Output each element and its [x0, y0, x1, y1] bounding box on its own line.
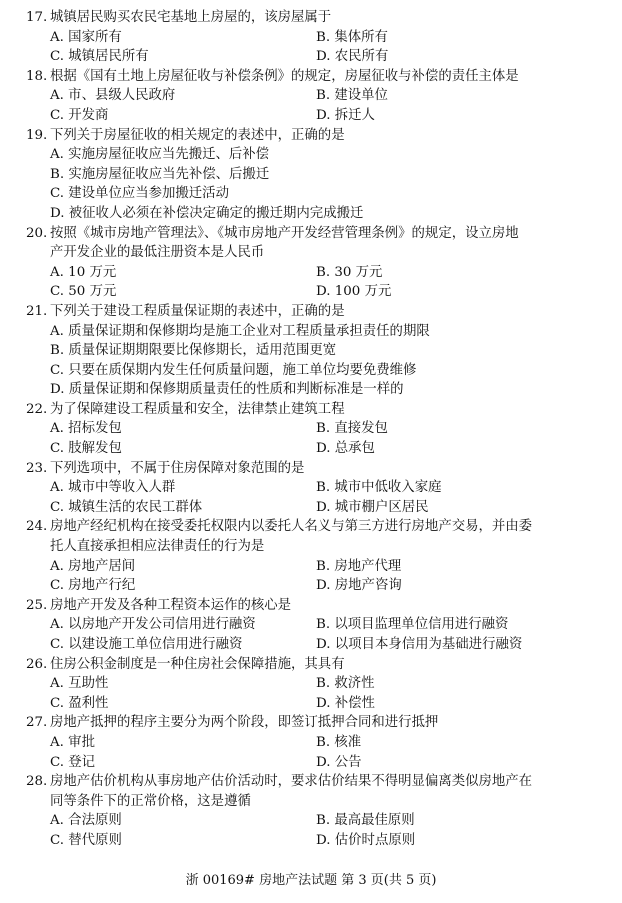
answer-option: D. 城市棚户区居民 — [316, 499, 429, 515]
question-text: 下列选项中，不属于住房保障对象范围的是 — [50, 460, 305, 476]
question-block — [26, 400, 594, 459]
option-row — [50, 615, 594, 635]
option-row — [50, 674, 594, 694]
option-row — [50, 419, 594, 439]
question-number: 19. — [26, 127, 48, 143]
option-list — [26, 811, 594, 850]
question-block — [26, 655, 594, 714]
question-text-continued: 同等条件下的正常价格，这是遵循 — [50, 793, 251, 809]
answer-option: A. 市、县级人民政府 — [50, 88, 176, 104]
answer-option: A. 10 万元 — [50, 264, 117, 280]
question-number: 28. — [26, 774, 48, 790]
answer-option: D. 拆迁人 — [316, 107, 375, 123]
question-text: 按照《城市房地产管理法》、《城市房地产开发经营管理条例》的规定，设立房地 — [50, 225, 519, 241]
question-number: 27. — [26, 715, 48, 731]
answer-option: D. 房地产咨询 — [316, 578, 402, 594]
answer-option: C. 城镇生活的农民工群体 — [50, 499, 203, 515]
answer-option: B. 直接发包 — [316, 421, 388, 437]
question-block — [26, 596, 594, 655]
question-number: 18. — [26, 68, 48, 84]
answer-option: D. 被征收人必须在补偿决定确定的搬迁期内完成搬迁 — [50, 205, 364, 221]
question-number: 25. — [26, 597, 48, 613]
answer-option: D. 总承包 — [316, 441, 375, 457]
question-number: 20. — [26, 225, 48, 241]
answer-option: A. 质量保证期和保修期均是施工企业对工程质量承担责任的期限 — [50, 323, 430, 339]
question-number: 26. — [26, 656, 48, 672]
answer-option: D. 补偿性 — [316, 695, 375, 711]
question-block — [26, 459, 594, 518]
option-list — [26, 733, 594, 772]
question-stem — [26, 126, 594, 146]
answer-option: B. 质量保证期期限要比保修期长，适用范围更宽 — [50, 343, 337, 359]
question-block — [26, 302, 594, 400]
question-number: 17. — [26, 10, 48, 25]
question-text: 下列关于建设工程质量保证期的表述中，正确的是 — [50, 303, 345, 319]
answer-option: A. 审批 — [50, 734, 95, 750]
answer-option: A. 房地产居间 — [50, 558, 136, 574]
question-block — [26, 67, 594, 126]
question-block — [26, 517, 594, 595]
answer-option: B. 城市中低收入家庭 — [316, 480, 442, 496]
question-text: 根据《国有土地上房屋征收与补偿条例》的规定，房屋征收与补偿的责任主体是 — [50, 68, 519, 84]
answer-option: D. 质量保证期和保修期质量责任的性质和判断标准是一样的 — [50, 382, 404, 398]
answer-option: C. 50 万元 — [50, 284, 117, 300]
option-row — [50, 86, 594, 106]
answer-option: B. 集体所有 — [316, 29, 388, 45]
page-footer: 浙 00169# 房地产法试题 第 3 页(共 5 页) — [185, 873, 437, 888]
answer-option: C. 肢解发包 — [50, 441, 122, 457]
question-stem — [26, 596, 594, 616]
option-row — [50, 635, 594, 655]
question-stem — [26, 713, 594, 733]
option-list — [26, 557, 594, 596]
answer-option: D. 估价时点原则 — [316, 832, 416, 848]
answer-option: A. 实施房屋征收应当先搬迁、后补偿 — [50, 147, 270, 163]
answer-option: A. 城市中等收入人群 — [50, 480, 176, 496]
answer-option: C. 开发商 — [50, 107, 109, 123]
option-row — [50, 694, 594, 714]
question-stem — [26, 8, 594, 28]
answer-option: A. 互助性 — [50, 676, 109, 692]
answer-option: C. 替代原则 — [50, 832, 122, 848]
question-text: 为了保障建设工程质量和安全，法律禁止建筑工程 — [50, 401, 345, 417]
question-block — [26, 224, 594, 302]
question-block — [26, 713, 594, 772]
option-row — [50, 811, 594, 831]
answer-option: A. 以房地产开发公司信用进行融资 — [50, 617, 256, 633]
answer-option: B. 实施房屋征收应当先补偿、后搬迁 — [50, 166, 270, 182]
option-row — [50, 733, 594, 753]
option-row — [50, 831, 594, 851]
answer-option: C. 登记 — [50, 754, 96, 770]
question-text: 房地产开发及各种工程资本运作的核心是 — [50, 597, 292, 613]
question-stem — [26, 772, 594, 792]
question-text: 房地产经纪机构在接受委托权限内以委托人名义与第三方进行房地产交易，并由委 — [50, 519, 533, 535]
option-row — [50, 106, 594, 126]
question-list — [0, 8, 622, 851]
question-block — [26, 126, 594, 224]
answer-option: B. 房地产代理 — [316, 558, 402, 574]
option-row — [50, 478, 594, 498]
option-list — [26, 419, 594, 458]
option-row — [50, 498, 594, 518]
answer-option: C. 城镇居民所有 — [50, 49, 149, 65]
question-stem — [26, 517, 594, 537]
question-number: 24. — [26, 519, 48, 535]
option-row — [50, 753, 594, 773]
option-list — [26, 322, 594, 400]
question-stem — [26, 400, 594, 420]
answer-option: C. 盈利性 — [50, 695, 109, 711]
option-row — [50, 28, 594, 48]
option-row — [50, 282, 594, 302]
answer-option: A. 招标发包 — [50, 421, 122, 437]
answer-option: A. 合法原则 — [50, 813, 122, 829]
answer-option: B. 以项目监理单位信用进行融资 — [316, 617, 509, 633]
answer-option: D. 100 万元 — [316, 284, 392, 300]
answer-option: B. 最高最佳原则 — [316, 813, 415, 829]
answer-option: B. 救济性 — [316, 676, 375, 692]
question-block — [26, 772, 594, 850]
question-stem — [26, 459, 594, 479]
option-row — [50, 263, 594, 283]
question-text: 下列关于房屋征收的相关规定的表述中，正确的是 — [50, 127, 345, 143]
question-text: 住房公积金制度是一种住房社会保障措施，其具有 — [50, 656, 345, 672]
question-text-continued: 托人直接承担相应法律责任的行为是 — [50, 539, 265, 555]
answer-option: C. 房地产行纪 — [50, 578, 136, 594]
option-list — [26, 478, 594, 517]
question-block — [26, 8, 594, 67]
option-row — [50, 439, 594, 459]
question-stem — [26, 224, 594, 244]
option-list — [26, 28, 594, 67]
answer-option: B. 建设单位 — [316, 88, 388, 104]
answer-option: B. 核准 — [316, 734, 362, 750]
answer-option: A. 国家所有 — [50, 29, 122, 45]
question-stem — [26, 655, 594, 675]
question-stem — [26, 302, 594, 322]
question-number: 22. — [26, 401, 48, 417]
option-list — [26, 263, 594, 302]
answer-option: D. 公告 — [316, 754, 362, 770]
answer-option: C. 建设单位应当参加搬迁活动 — [50, 186, 229, 202]
question-text-continued: 产开发企业的最低注册资本是人民币 — [50, 245, 265, 261]
answer-option: D. 以项目本身信用为基础进行融资 — [316, 637, 523, 652]
option-list — [26, 674, 594, 713]
answer-option: B. 30 万元 — [316, 264, 383, 280]
option-row — [50, 576, 594, 596]
option-list — [26, 615, 594, 654]
answer-option: D. 农民所有 — [316, 49, 389, 65]
question-text: 房地产估价机构从事房地产估价活动时，要求估价结果不得明显偏离类似房地产在 — [50, 774, 533, 790]
question-text: 城镇居民购买农民宅基地上房屋的，该房屋属于 — [50, 10, 332, 25]
question-stem — [26, 67, 594, 87]
question-text: 房地产抵押的程序主要分为两个阶段，即签订抵押合同和进行抵押 — [50, 715, 439, 731]
option-list — [26, 86, 594, 125]
option-list — [26, 145, 594, 223]
question-number: 21. — [26, 303, 48, 319]
answer-option: C. 以建设施工单位信用进行融资 — [50, 637, 243, 652]
question-number: 23. — [26, 460, 48, 476]
option-row — [50, 557, 594, 577]
option-row — [50, 47, 594, 67]
answer-option: C. 只要在质保期内发生任何质量问题，施工单位均要免费维修 — [50, 362, 417, 378]
